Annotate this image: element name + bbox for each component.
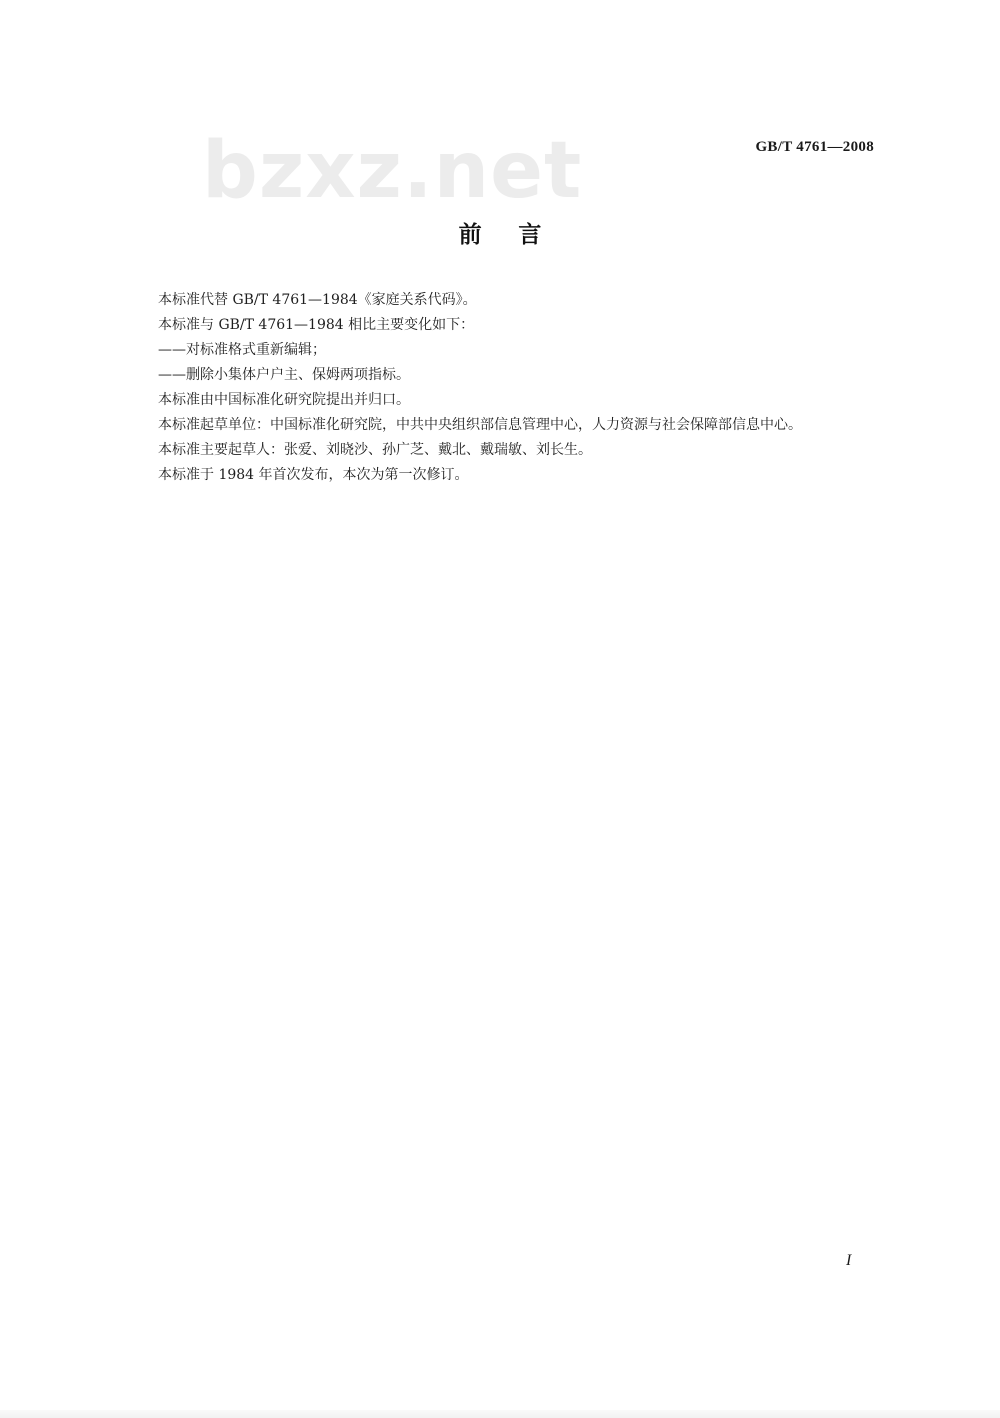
foreword-body: [125, 288, 875, 488]
page-title: 前言: [458, 222, 579, 248]
paragraph-replaces: 本标准代替 GB/T 4761—1984《家庭关系代码》。: [158, 292, 477, 308]
page-number: I: [846, 1252, 852, 1269]
paragraph-proposer: 本标准由中国标准化研究院提出并归口。: [158, 392, 410, 408]
list-item-format: ——对标准格式重新编辑；: [158, 342, 326, 358]
paragraph-drafters: 本标准主要起草人：张爱、刘晓沙、孙广芝、戴北、戴瑞敏、刘长生。: [158, 442, 592, 458]
list-item-deletion: ——删除小集体户户主、保姆两项指标。: [158, 367, 410, 383]
page-edge: [0, 1410, 1000, 1418]
watermark-logo: bzxz.net: [202, 126, 583, 216]
paragraph-history: 本标准于 1984 年首次发布，本次为第一次修订。: [158, 467, 469, 483]
paragraph-changes-intro: 本标准与 GB/T 4761—1984 相比主要变化如下：: [158, 317, 475, 333]
paragraph-drafting-units: 本标准起草单位：中国标准化研究院，中共中央组织部信息管理中心，人力资源与社会保障部信息中心。: [158, 417, 802, 433]
standard-code: GB/T 4761—2008: [755, 139, 874, 155]
